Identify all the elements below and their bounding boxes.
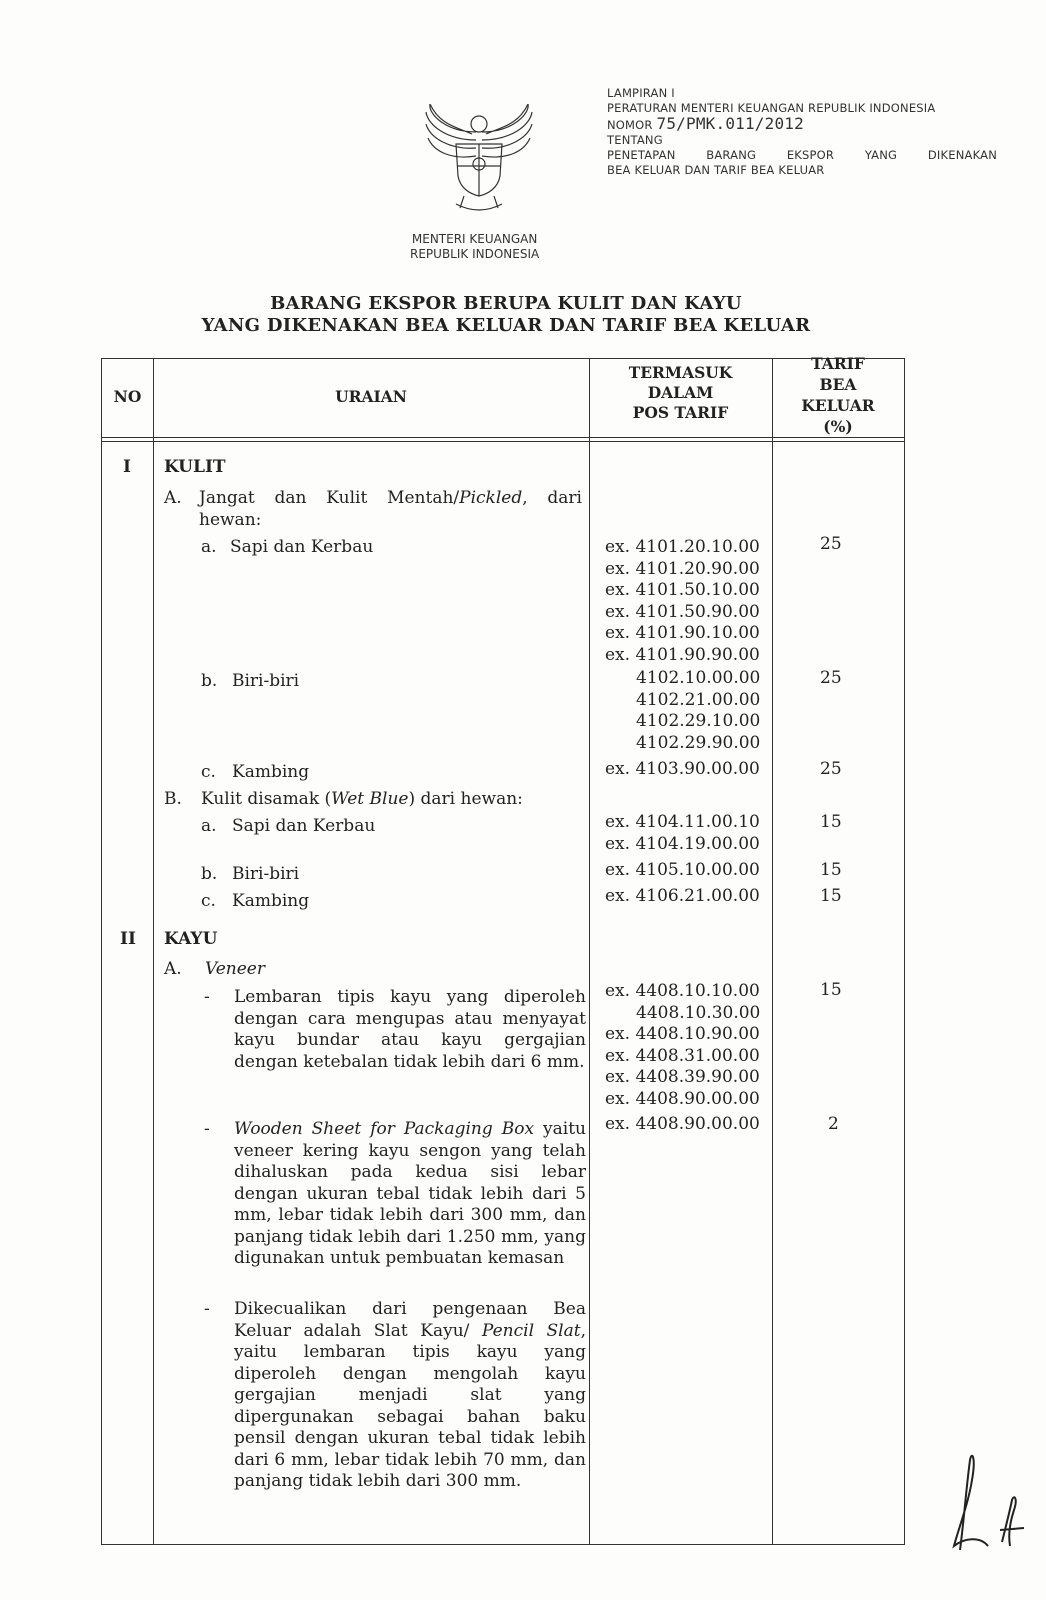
header-tarif-line: (%) xyxy=(823,417,853,436)
tariff-code: ex. 4104.11.00.10 xyxy=(605,812,760,832)
tariff-code: ex. 4408.90.00.00 xyxy=(605,1088,760,1109)
header-pos-line: DALAM xyxy=(647,383,714,402)
tariff-code: ex. 4101.50.90.00 xyxy=(605,601,760,622)
item-dash: - xyxy=(204,1299,210,1319)
item-dash: - xyxy=(204,987,210,1007)
tariff-code: ex. 4101.90.10.00 xyxy=(605,623,760,643)
item-marker: b. xyxy=(201,671,218,691)
section-no: I xyxy=(123,457,131,477)
tariff-rate: 25 xyxy=(820,668,842,688)
text-part: Wooden Sheet for Packaging Box xyxy=(234,1119,535,1139)
header-tarif xyxy=(772,353,904,437)
tariff-code: 4102.29.10.00 xyxy=(636,711,761,731)
text-part: Jangat dan Kulit Mentah/ xyxy=(199,488,460,508)
item-marker: c. xyxy=(201,891,216,911)
item-label: Biri-biri xyxy=(232,671,300,691)
text-part: Dikecualikan dari pengenaan Bea Keluar adalah Slat Kayu/ xyxy=(234,1299,586,1341)
tariff-code: ex. 4408.10.90.00 xyxy=(605,1024,760,1044)
tentang-line: TENTANG xyxy=(607,133,663,147)
code-list xyxy=(605,812,760,855)
header-no: NO xyxy=(113,387,142,406)
tariff-rate: 2 xyxy=(828,1114,839,1134)
item-label: Kambing xyxy=(232,762,310,782)
section-no: II xyxy=(120,929,136,949)
tariff-code: ex. 4408.31.00.00 xyxy=(605,1045,760,1066)
tariff-code: ex. 4105.10.00.00 xyxy=(605,860,760,880)
group-marker: A. xyxy=(164,959,182,979)
tariff-code: ex. 4408.10.10.00 xyxy=(605,981,760,1001)
header-divider xyxy=(102,437,904,438)
item-label: Sapi dan Kerbau xyxy=(230,537,374,557)
nomor-value: 75/PMK.011/2012 xyxy=(656,114,804,133)
nomor-label: NOMOR xyxy=(607,118,653,132)
ministry-label xyxy=(410,232,539,262)
item-label: Sapi dan Kerbau xyxy=(232,816,376,836)
nomor-line xyxy=(607,116,997,133)
lampiran-label: LAMPIRAN I xyxy=(607,86,675,100)
ministry-line-1: MENTERI KEUANGAN xyxy=(411,232,538,246)
item-marker: a. xyxy=(201,816,217,836)
penetapan-word: EKSPOR xyxy=(786,148,835,162)
tariff-rate: 15 xyxy=(820,860,842,880)
section-label: KULIT xyxy=(164,457,226,477)
tariff-rate: 25 xyxy=(820,759,842,779)
tariff-rate: 15 xyxy=(820,886,842,906)
text-part: Wet Blue xyxy=(331,789,409,809)
tariff-code: ex. 4101.90.90.00 xyxy=(605,644,760,665)
item-marker: c. xyxy=(201,762,216,782)
tariff-rate: 15 xyxy=(820,980,842,1000)
ministry-line-2: REPUBLIK INDONESIA xyxy=(410,247,540,261)
text-part: , yaitu lembaran tipis kayu yang diperoleh dengan mengolah kayu gergajian menjadi slat yang dipergunakan sebagai bahan baku pensil dengan ukuran tebal tidak lebih dari 6 mm, lebar tidak lebih 70 mm, dan panjang tidak lebih dari 300 mm. xyxy=(234,1320,586,1491)
group-marker: B. xyxy=(164,789,182,809)
penetapan-word: DIKENAKAN xyxy=(927,148,997,162)
col-divider xyxy=(589,359,590,1544)
page-title xyxy=(0,293,1012,337)
item-description: Lembaran tipis kayu yang diperoleh dengan cara mengupas atau menyayat kayu bundar atau kayu gergajian dengan ketebalan tidak lebih dari 6 mm. xyxy=(234,987,586,1072)
text-part: , dari hewan: xyxy=(199,488,582,530)
tariff-code: 4408.10.30.00 xyxy=(636,1002,761,1023)
tariff-code: ex. 4101.50.10.00 xyxy=(605,580,760,600)
garuda-emblem-icon xyxy=(420,104,538,222)
col-divider xyxy=(153,359,154,1544)
header-pos-line: POS TARIF xyxy=(632,403,729,422)
item-description xyxy=(234,1299,586,1493)
item-dash: - xyxy=(204,1119,210,1139)
peraturan-line: PERATURAN MENTERI KEUANGAN REPUBLIK INDONESIA xyxy=(607,101,936,115)
text-part: Pencil Slat xyxy=(481,1320,581,1341)
tariff-code: ex. 4104.19.00.00 xyxy=(605,833,760,854)
tariff-code: 4102.21.00.00 xyxy=(636,689,761,710)
item-description xyxy=(234,1119,586,1270)
bea-line: BEA KELUAR DAN TARIF BEA KELUAR xyxy=(607,163,825,177)
header-tarif-line: TARIF xyxy=(811,354,865,373)
group-title xyxy=(201,789,523,811)
text-part: yaitu veneer kering kayu sengon yang telah dihaluskan pada kedua sisi lebar dengan ukuran tebal tidak lebih dari 5 mm, lebar tidak lebih dari 300 mm, dan panjang tidak lebih dari 1.250 mm, yang digunakan untuk pembuatan kemasan xyxy=(234,1119,586,1268)
item-label: Biri-biri xyxy=(232,864,300,884)
group-title: Veneer xyxy=(205,959,265,979)
tariff-code: ex. 4101.20.90.00 xyxy=(605,558,760,579)
header-divider xyxy=(102,441,904,442)
code-list xyxy=(636,668,760,754)
tariff-code: 4102.10.00.00 xyxy=(636,668,761,688)
tariff-table xyxy=(101,354,905,1545)
tariff-code: 4102.29.90.00 xyxy=(636,732,761,753)
signature-paraf-icon xyxy=(950,1450,1030,1560)
title-line-2: YANG DIKENAKAN BEA KELUAR DAN TARIF BEA KELUAR xyxy=(201,315,811,336)
group-marker: A. xyxy=(164,488,182,508)
header-tarif-line: KELUAR xyxy=(801,396,875,415)
penetapan-word: BARANG xyxy=(706,148,757,162)
tariff-rate: 25 xyxy=(820,534,842,554)
code-list xyxy=(605,537,760,666)
col-divider xyxy=(772,359,773,1544)
tariff-rate: 15 xyxy=(820,812,842,832)
tariff-code: ex. 4408.39.90.00 xyxy=(605,1067,760,1087)
code-list xyxy=(605,981,760,1110)
tariff-code: ex. 4103.90.00.00 xyxy=(605,759,760,779)
group-title xyxy=(199,488,582,531)
tariff-code: ex. 4106.21.00.00 xyxy=(605,886,760,906)
text-part: Pickled xyxy=(459,488,523,508)
header-pos-line: TERMASUK xyxy=(628,363,733,382)
text-part: Kulit disamak ( xyxy=(201,789,332,809)
header-pos-tarif xyxy=(589,363,772,423)
penetapan-word: PENETAPAN xyxy=(607,148,676,162)
item-marker: a. xyxy=(201,537,217,557)
section-label: KAYU xyxy=(164,929,218,949)
attachment-header xyxy=(607,86,997,178)
item-marker: b. xyxy=(201,864,218,884)
penetapan-line xyxy=(607,148,997,163)
header-tarif-line: BEA xyxy=(819,375,857,394)
item-label: Kambing xyxy=(232,891,310,911)
tariff-code: ex. 4408.90.00.00 xyxy=(605,1114,760,1134)
text-part: ) dari hewan: xyxy=(408,789,523,809)
header-uraian: URAIAN xyxy=(335,387,407,406)
title-line-1: BARANG EKSPOR BERUPA KULIT DAN KAYU xyxy=(270,293,742,314)
tariff-code: ex. 4101.20.10.00 xyxy=(605,537,760,557)
penetapan-word: YANG xyxy=(864,148,898,162)
